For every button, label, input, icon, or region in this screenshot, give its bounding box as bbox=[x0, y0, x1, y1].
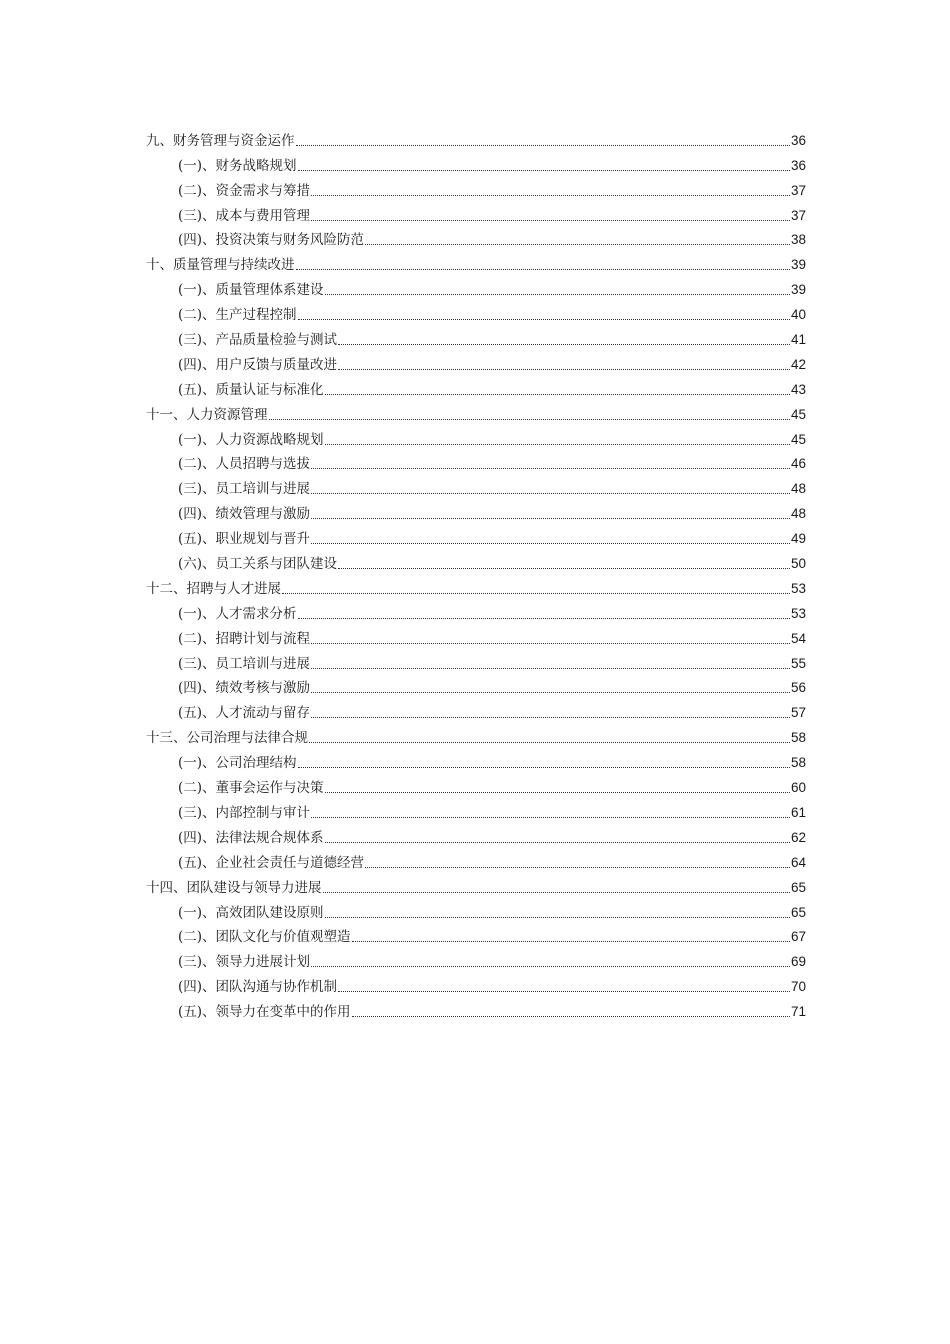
toc-entry-title: (四)、用户反馈与质量改进 bbox=[178, 356, 338, 373]
toc-entry-page-number: 43 bbox=[790, 381, 806, 397]
toc-entry[interactable] bbox=[146, 450, 806, 475]
toc-entry-title: 十一、人力资源管理 bbox=[146, 406, 268, 423]
toc-entry-title: (三)、员工培训与进展 bbox=[178, 655, 311, 672]
toc-entry[interactable] bbox=[146, 649, 806, 674]
toc-dot-leader bbox=[296, 269, 790, 270]
toc-entry-title: 九、财务管理与资金运作 bbox=[146, 132, 295, 149]
toc-dot-leader bbox=[325, 294, 790, 295]
toc-entry[interactable] bbox=[146, 748, 806, 773]
toc-dot-leader bbox=[338, 369, 790, 370]
toc-entry-page-number: 60 bbox=[790, 780, 806, 796]
toc-entry-page-number: 69 bbox=[790, 954, 806, 970]
toc-entry-page-number: 46 bbox=[790, 456, 806, 472]
toc-entry-page-number: 50 bbox=[790, 556, 806, 572]
toc-entry-page-number: 58 bbox=[790, 755, 806, 771]
toc-entry[interactable] bbox=[146, 126, 806, 151]
toc-entry[interactable] bbox=[146, 698, 806, 723]
toc-entry[interactable] bbox=[146, 250, 806, 275]
toc-dot-leader bbox=[296, 145, 790, 146]
toc-dot-leader bbox=[352, 941, 790, 942]
toc-entry[interactable] bbox=[146, 848, 806, 873]
toc-dot-leader bbox=[298, 618, 790, 619]
toc-entry[interactable] bbox=[146, 275, 806, 300]
toc-dot-leader bbox=[325, 917, 790, 918]
toc-dot-leader bbox=[282, 593, 790, 594]
toc-entry-page-number: 41 bbox=[790, 332, 806, 348]
toc-entry-page-number: 39 bbox=[790, 282, 806, 298]
toc-entry-title: (一)、人才需求分析 bbox=[178, 605, 297, 622]
toc-entry-page-number: 36 bbox=[790, 157, 806, 173]
toc-entry-page-number: 71 bbox=[790, 1004, 806, 1020]
toc-entry-title: 十、质量管理与持续改进 bbox=[146, 257, 295, 274]
toc-entry[interactable] bbox=[146, 798, 806, 823]
toc-entry-page-number: 42 bbox=[790, 356, 806, 372]
table-of-contents bbox=[146, 126, 806, 1022]
toc-dot-leader bbox=[323, 892, 790, 893]
toc-entry-title: (二)、人员招聘与选拔 bbox=[178, 456, 311, 473]
toc-entry[interactable] bbox=[146, 226, 806, 251]
toc-dot-leader bbox=[309, 742, 790, 743]
toc-dot-leader bbox=[311, 966, 790, 967]
toc-dot-leader bbox=[311, 220, 790, 221]
toc-dot-leader bbox=[325, 842, 790, 843]
toc-dot-leader bbox=[298, 767, 790, 768]
toc-dot-leader bbox=[311, 717, 790, 718]
toc-entry-title: (二)、招聘计划与流程 bbox=[178, 630, 311, 647]
toc-entry[interactable] bbox=[146, 674, 806, 699]
toc-entry-page-number: 49 bbox=[790, 531, 806, 547]
toc-entry-title: (五)、企业社会责任与道德经营 bbox=[178, 854, 365, 871]
toc-entry-page-number: 64 bbox=[790, 854, 806, 870]
toc-entry-title: (三)、产品质量检验与测试 bbox=[178, 332, 338, 349]
toc-dot-leader bbox=[311, 692, 790, 693]
toc-entry[interactable] bbox=[146, 499, 806, 524]
toc-entry[interactable] bbox=[146, 524, 806, 549]
toc-entry-title: (六)、员工关系与团队建设 bbox=[178, 556, 338, 573]
toc-dot-leader bbox=[311, 195, 790, 196]
toc-entry-page-number: 48 bbox=[790, 481, 806, 497]
toc-entry-title: (四)、绩效管理与激励 bbox=[178, 506, 311, 523]
toc-entry-title: (二)、团队文化与价值观塑造 bbox=[178, 929, 351, 946]
toc-entry[interactable] bbox=[146, 823, 806, 848]
toc-entry[interactable] bbox=[146, 425, 806, 450]
toc-entry[interactable] bbox=[146, 325, 806, 350]
toc-entry-page-number: 55 bbox=[790, 655, 806, 671]
toc-entry-title: (一)、公司治理结构 bbox=[178, 755, 297, 772]
toc-entry-page-number: 36 bbox=[790, 132, 806, 148]
toc-dot-leader bbox=[325, 394, 790, 395]
toc-entry-page-number: 40 bbox=[790, 307, 806, 323]
toc-entry-page-number: 45 bbox=[790, 431, 806, 447]
toc-dot-leader bbox=[325, 444, 790, 445]
toc-entry-page-number: 62 bbox=[790, 829, 806, 845]
toc-entry-title: (一)、财务战略规划 bbox=[178, 157, 297, 174]
toc-entry-page-number: 54 bbox=[790, 630, 806, 646]
toc-entry[interactable] bbox=[146, 574, 806, 599]
toc-entry[interactable] bbox=[146, 873, 806, 898]
toc-dot-leader bbox=[298, 170, 790, 171]
toc-dot-leader bbox=[352, 1016, 790, 1017]
toc-entry[interactable] bbox=[146, 350, 806, 375]
toc-entry-page-number: 65 bbox=[790, 904, 806, 920]
toc-entry[interactable] bbox=[146, 972, 806, 997]
toc-dot-leader bbox=[298, 319, 790, 320]
toc-entry[interactable] bbox=[146, 375, 806, 400]
toc-entry-page-number: 53 bbox=[790, 605, 806, 621]
toc-dot-leader bbox=[338, 344, 790, 345]
toc-entry[interactable] bbox=[146, 624, 806, 649]
toc-entry-title: 十四、团队建设与领导力进展 bbox=[146, 879, 322, 896]
toc-dot-leader bbox=[325, 792, 790, 793]
toc-entry-page-number: 65 bbox=[790, 879, 806, 895]
toc-entry-page-number: 67 bbox=[790, 929, 806, 945]
toc-dot-leader bbox=[311, 817, 790, 818]
toc-entry-title: 十二、招聘与人才进展 bbox=[146, 580, 281, 597]
toc-entry-page-number: 37 bbox=[790, 182, 806, 198]
toc-entry[interactable] bbox=[146, 549, 806, 574]
toc-entry-page-number: 57 bbox=[790, 705, 806, 721]
toc-entry-page-number: 37 bbox=[790, 207, 806, 223]
toc-entry-title: (二)、生产过程控制 bbox=[178, 307, 297, 324]
toc-entry-title: (四)、投资决策与财务风险防范 bbox=[178, 232, 365, 249]
toc-entry[interactable] bbox=[146, 947, 806, 972]
toc-entry[interactable] bbox=[146, 400, 806, 425]
toc-entry-page-number: 58 bbox=[790, 730, 806, 746]
toc-entry-page-number: 70 bbox=[790, 979, 806, 995]
toc-dot-leader bbox=[311, 468, 790, 469]
toc-entry-page-number: 48 bbox=[790, 506, 806, 522]
toc-entry[interactable] bbox=[146, 201, 806, 226]
toc-entry[interactable] bbox=[146, 599, 806, 624]
toc-entry-page-number: 56 bbox=[790, 680, 806, 696]
toc-dot-leader bbox=[269, 419, 790, 420]
toc-entry[interactable] bbox=[146, 300, 806, 325]
toc-entry-page-number: 39 bbox=[790, 257, 806, 273]
toc-entry-title: (一)、人力资源战略规划 bbox=[178, 431, 324, 448]
toc-entry[interactable] bbox=[146, 997, 806, 1022]
toc-dot-leader bbox=[365, 244, 790, 245]
toc-entry[interactable] bbox=[146, 923, 806, 948]
toc-entry-title: (五)、领导力在变革中的作用 bbox=[178, 1004, 351, 1021]
toc-entry[interactable] bbox=[146, 773, 806, 798]
toc-entry-page-number: 38 bbox=[790, 232, 806, 248]
toc-entry-page-number: 45 bbox=[790, 406, 806, 422]
toc-entry-page-number: 61 bbox=[790, 804, 806, 820]
toc-entry-title: (五)、人才流动与留存 bbox=[178, 705, 311, 722]
toc-entry-title: (五)、职业规划与晋升 bbox=[178, 531, 311, 548]
toc-entry-title: (二)、资金需求与筹措 bbox=[178, 182, 311, 199]
toc-entry-title: 十三、公司治理与法律合规 bbox=[146, 730, 308, 747]
toc-dot-leader bbox=[311, 518, 790, 519]
toc-entry[interactable] bbox=[146, 474, 806, 499]
toc-entry-title: (三)、领导力进展计划 bbox=[178, 954, 311, 971]
toc-entry[interactable] bbox=[146, 151, 806, 176]
toc-entry[interactable] bbox=[146, 723, 806, 748]
toc-entry-title: (二)、董事会运作与决策 bbox=[178, 780, 324, 797]
toc-entry-title: (四)、团队沟通与协作机制 bbox=[178, 979, 338, 996]
toc-dot-leader bbox=[365, 867, 790, 868]
toc-entry-title: (一)、质量管理体系建设 bbox=[178, 282, 324, 299]
toc-dot-leader bbox=[338, 991, 790, 992]
toc-entry-title: (三)、成本与费用管理 bbox=[178, 207, 311, 224]
toc-entry-title: (四)、法律法规合规体系 bbox=[178, 829, 324, 846]
toc-entry-title: (一)、高效团队建设原则 bbox=[178, 904, 324, 921]
toc-entry-title: (五)、质量认证与标准化 bbox=[178, 381, 324, 398]
toc-entry[interactable] bbox=[146, 898, 806, 923]
toc-entry[interactable] bbox=[146, 176, 806, 201]
toc-entry-title: (三)、内部控制与审计 bbox=[178, 804, 311, 821]
toc-entry-title: (四)、绩效考核与激励 bbox=[178, 680, 311, 697]
toc-dot-leader bbox=[338, 568, 790, 569]
toc-entry-title: (三)、员工培训与进展 bbox=[178, 481, 311, 498]
toc-dot-leader bbox=[311, 643, 790, 644]
toc-dot-leader bbox=[311, 493, 790, 494]
toc-dot-leader bbox=[311, 668, 790, 669]
toc-dot-leader bbox=[311, 543, 790, 544]
toc-entry-page-number: 53 bbox=[790, 580, 806, 596]
